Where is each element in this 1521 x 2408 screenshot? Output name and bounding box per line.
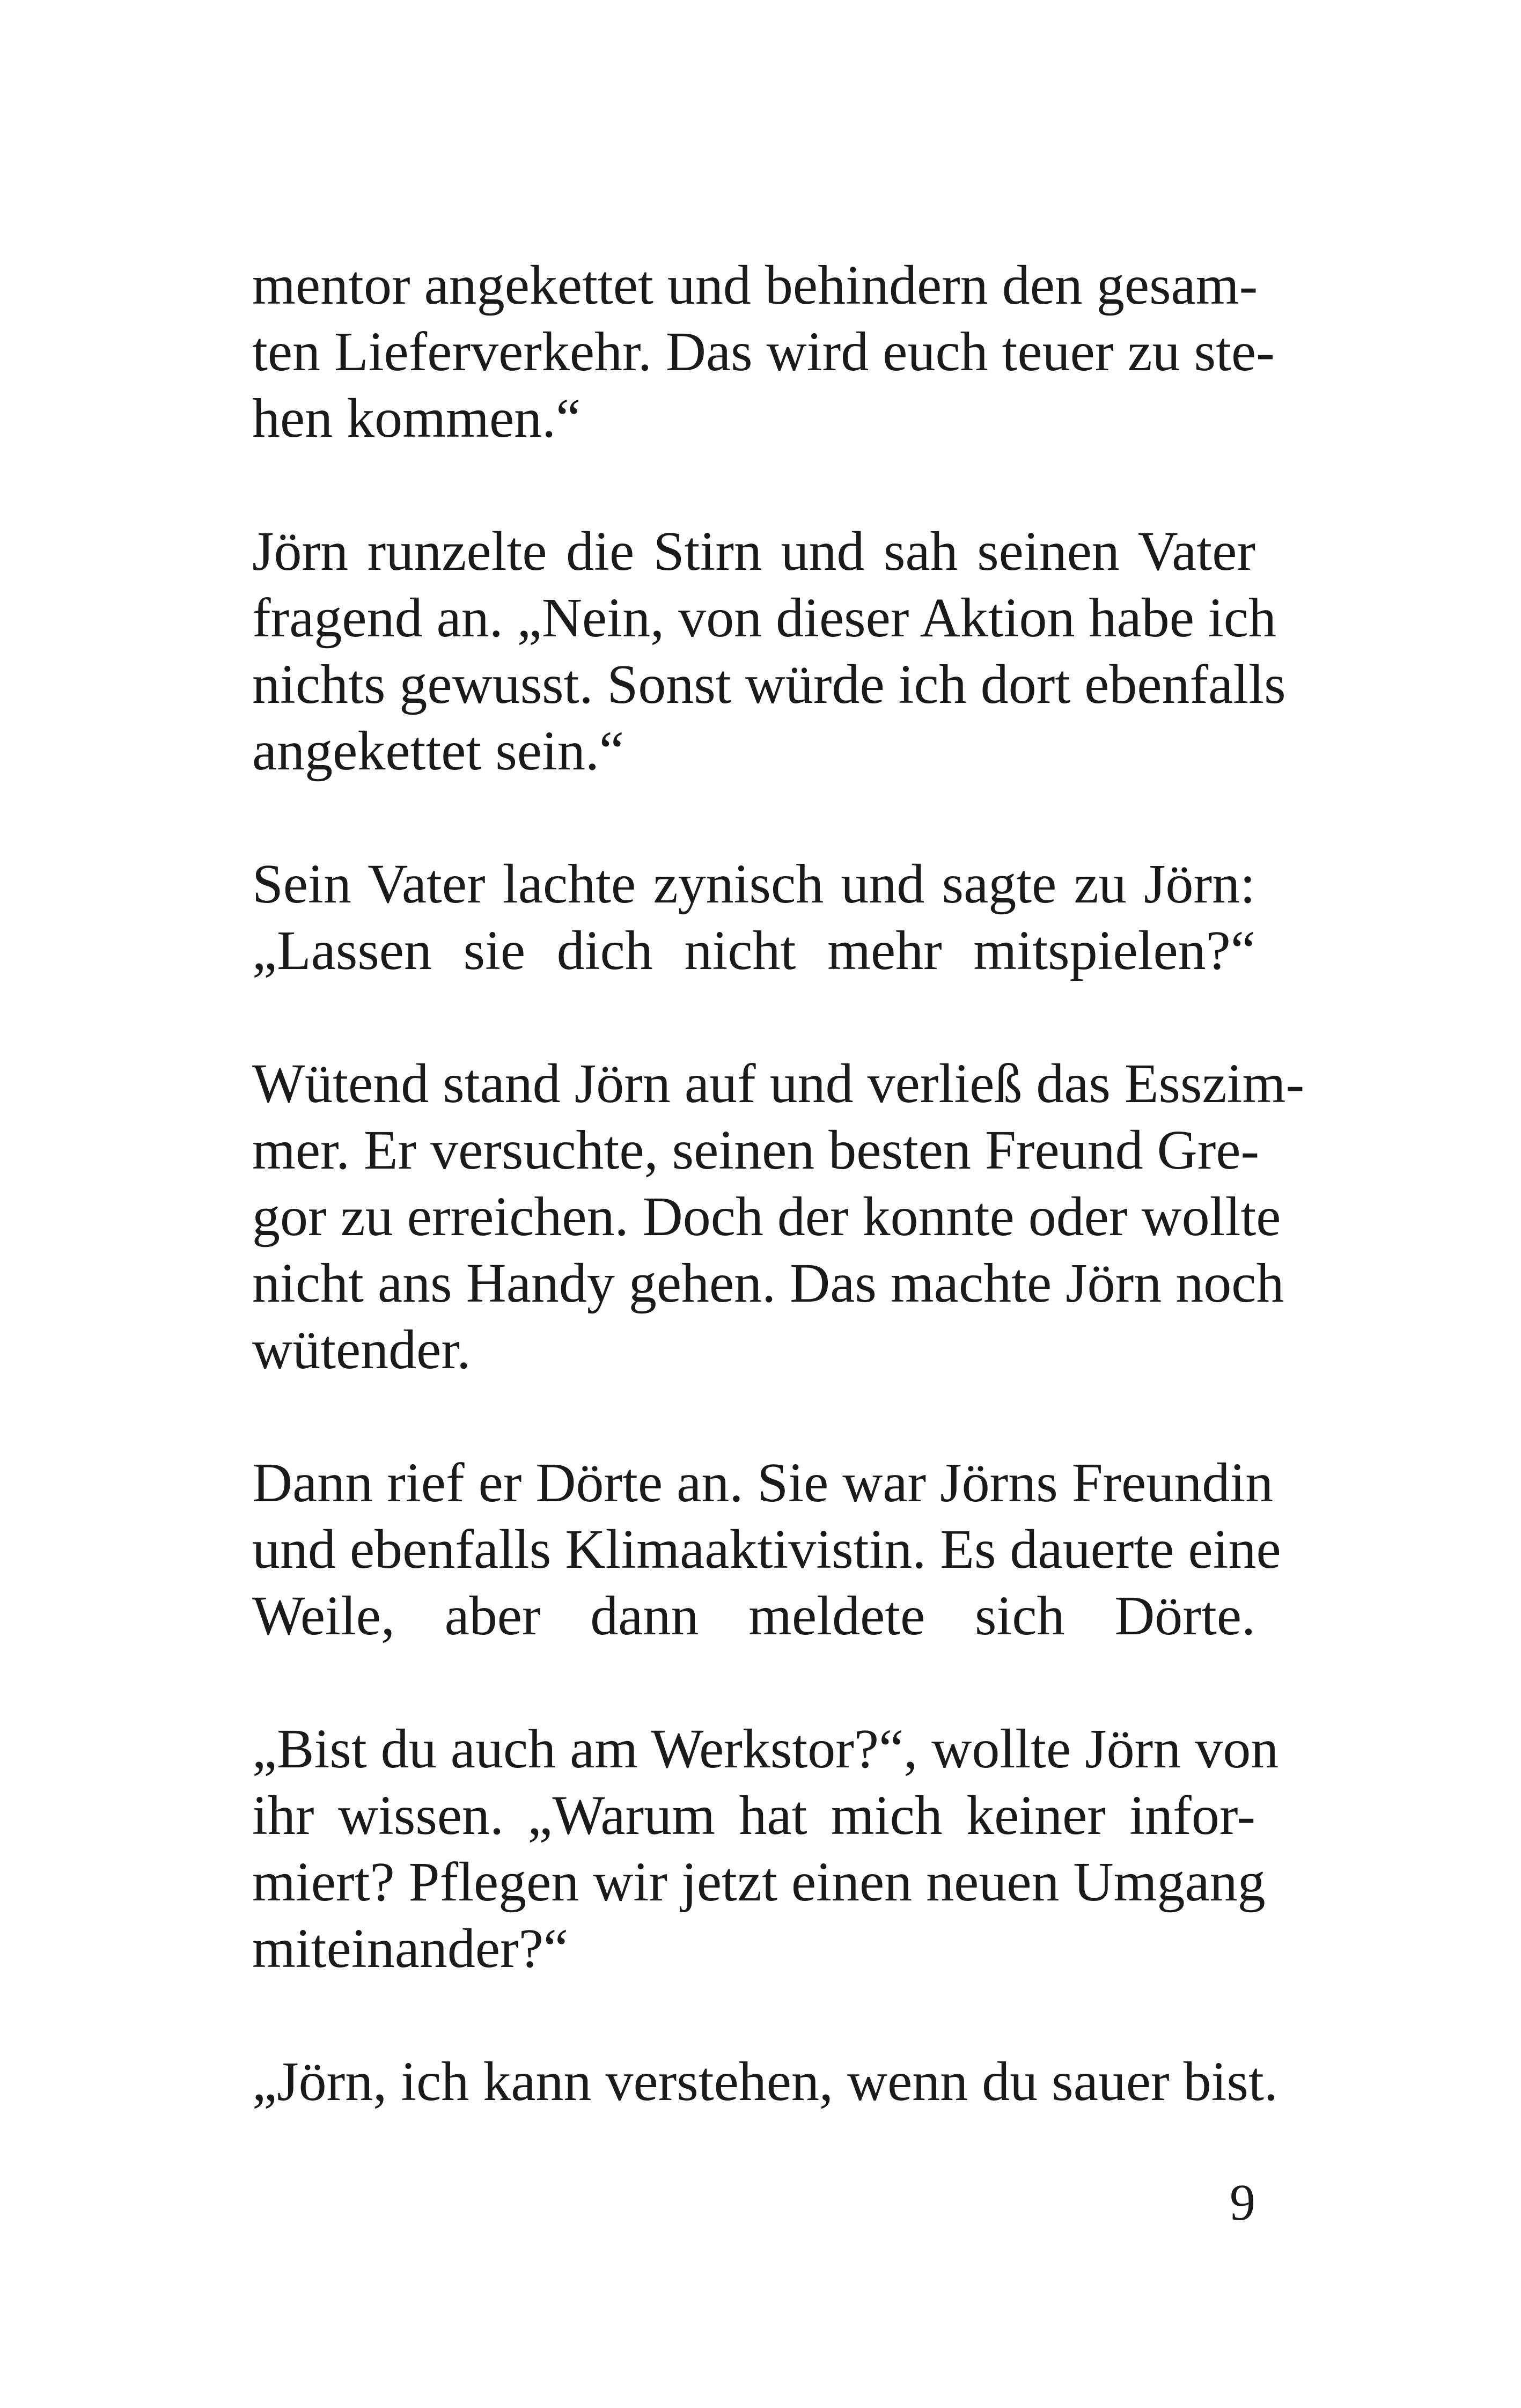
text-line: mer. Er versuchte, seinen besten Freund Gre- xyxy=(252,1119,1260,1181)
page-number: 9 xyxy=(1230,2174,1255,2231)
text-line: und ebenfalls Klimaaktivistin. Es dauerte eine xyxy=(252,1518,1281,1580)
text-line: „Jörn, ich kann verstehen, wenn du sauer bist. xyxy=(252,2051,1278,2112)
body-text xyxy=(252,252,1305,2182)
text-line: Sein Vater lachte zynisch und sagte zu Jörn: xyxy=(252,853,1255,915)
text-line: miert? Pflegen wir jetzt einen neuen Umgang xyxy=(252,1851,1266,1913)
text-line: gor zu erreichen. Doch der konnte oder wollte xyxy=(252,1186,1281,1247)
paragraph xyxy=(252,252,1275,452)
text-line: ihr wissen. „Warum hat mich keiner infor- xyxy=(252,1785,1255,1846)
text-line: nicht ans Handy gehen. Das machte Jörn noch xyxy=(252,1252,1284,1314)
paragraph xyxy=(252,851,1255,984)
paragraph xyxy=(252,1051,1305,1383)
text-line: Weile, aber dann meldete sich Dörte. xyxy=(252,1585,1255,1647)
text-line: „Lassen sie dich nicht mehr mitspielen?“ xyxy=(252,920,1255,981)
paragraph xyxy=(252,1450,1281,1649)
text-line: Wütend stand Jörn auf und verließ das Esszim- xyxy=(252,1053,1305,1114)
text-line: ten Lieferverkehr. Das wird euch teuer zu ste- xyxy=(252,321,1275,383)
text-line: nichts gewusst. Sonst würde ich dort ebenfalls xyxy=(252,654,1286,715)
text-line: fragend an. „Nein, von dieser Aktion habe ich xyxy=(252,587,1276,649)
text-line: Jörn runzelte die Stirn und sah seinen Vater xyxy=(252,520,1255,582)
text-line: miteinander?“ xyxy=(252,1918,569,1979)
paragraph xyxy=(252,518,1286,784)
text-line: mentor angekettet und behindern den gesam- xyxy=(252,254,1258,316)
text-line: wütender. xyxy=(252,1319,471,1381)
text-line: „Bist du auch am Werkstor?“, wollte Jörn von xyxy=(252,1718,1279,1780)
text-line: hen kommen.“ xyxy=(252,387,581,449)
paragraph xyxy=(252,1716,1279,1982)
text-line: Dann rief er Dörte an. Sie war Jörns Freundin xyxy=(252,1452,1274,1514)
text-line: angekettet sein.“ xyxy=(252,720,624,782)
paragraph xyxy=(252,2049,1278,2115)
